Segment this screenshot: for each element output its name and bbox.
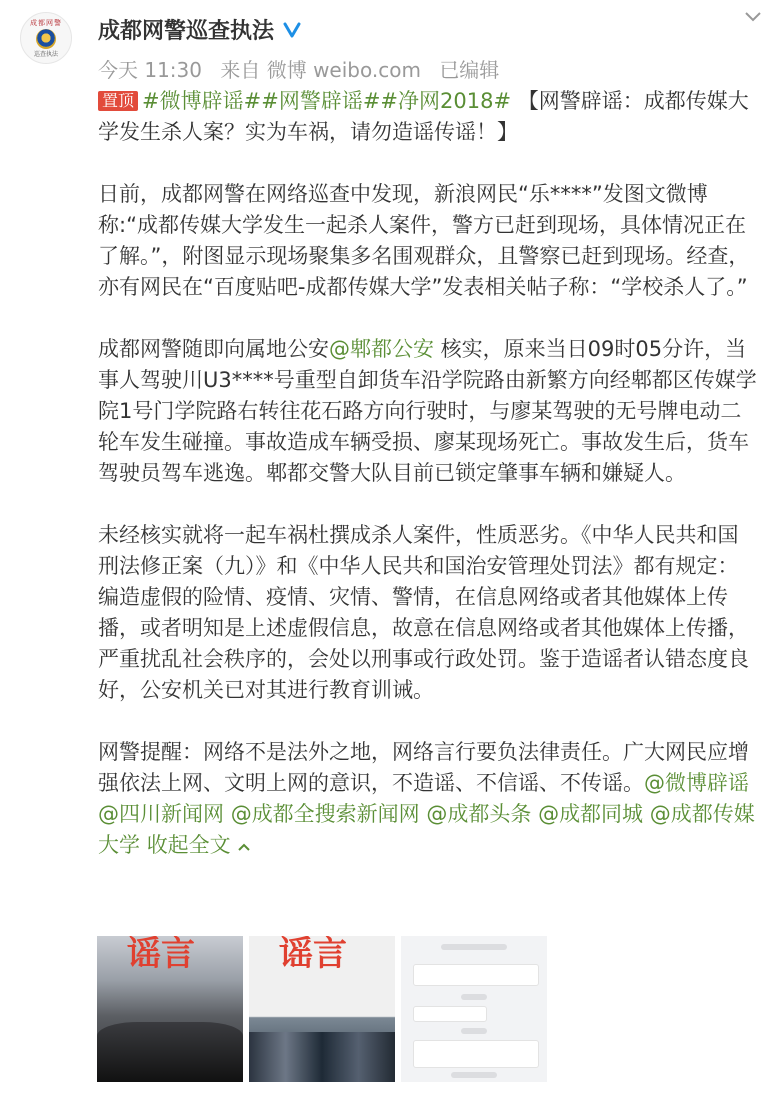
paragraph-4-text: 网警提醒：网络不是法外之地，网络言行要负法律责任。广大网民应增强依法上网、文明上网的意识，不造谣、不信谣、不传谣。 xyxy=(98,740,749,795)
post-meta xyxy=(98,54,511,83)
mention-chengdu-media-university[interactable]: @成都传媒大学 xyxy=(98,802,755,857)
avatar-sub-text: 巡查执法 xyxy=(33,50,58,58)
edited-label[interactable]: 已编辑 xyxy=(439,58,500,82)
rumor-stamp-1: 谣言 xyxy=(127,936,195,974)
post-image-gallery xyxy=(97,936,547,1082)
post-headline-paragraph xyxy=(98,86,758,148)
avatar-org-text: 成都网警 xyxy=(30,18,62,27)
paragraph-2-start: 成都网警随即向属地公安 xyxy=(98,337,329,361)
post-paragraph-4 xyxy=(98,737,758,861)
verified-v-icon xyxy=(282,20,302,40)
mention-weibo-piyao[interactable]: @微博辟谣 xyxy=(644,771,749,795)
mention-chengdu-toutiao[interactable]: @成都头条 xyxy=(426,802,532,826)
post-paragraph-3: 未经核实就将一起车祸杜撰成杀人案件，性质恶劣。《中华人民共和国刑法修正案（九）》和《中华人民共和国治安管理处罚法》都有规定：编造虚假的险情、疫情、灾情、警情，在信息网络或者其他媒体上传播，或者明知是上述虚假信息，故意在信息网络或者其他媒体上传播，严重扰乱社会秩序的，会处以刑事或行政处罚。鉴于造谣者认错态度良好，公安机关已对其进行教育训诫。 xyxy=(98,523,749,702)
post-time[interactable]: 今天 11:30 xyxy=(98,58,202,82)
police-badge-icon xyxy=(36,29,56,49)
rumor-stamp-2: 谣言 xyxy=(279,936,347,974)
car-dashboard-shape xyxy=(97,1022,243,1082)
account-avatar[interactable] xyxy=(20,12,72,64)
chevron-down-icon[interactable] xyxy=(744,8,762,27)
mention-pidu-police[interactable]: @郫都公安 xyxy=(329,337,434,361)
chat-bubble xyxy=(413,1006,487,1022)
post-content xyxy=(98,86,758,892)
pin-badge: 置顶 xyxy=(98,91,138,111)
mention-chengdu-tongcheng[interactable]: @成都同城 xyxy=(538,802,644,826)
post-paragraph-1: 日前，成都网警在网络巡查中发现，新浪网民“乐****”发图文微博称:“成都传媒大学发生一起杀人案件，警方已赶到现场，具体情况正在了解。”，附图显示现场聚集多名围观群众，且警察已赶到现场。经查，亦有网民在“百度贴吧-成都传媒大学”发表相关帖子称：“学校杀人了。” xyxy=(98,182,750,299)
topic-link-wangjing-piyao[interactable]: #网警辟谣# xyxy=(261,89,381,113)
account-name[interactable]: 成都网警巡查执法 xyxy=(98,19,275,44)
topic-link-jingwang-2018[interactable]: #净网2018# xyxy=(380,89,512,113)
post-headline: 【网警辟谣：成都传媒大学发生杀人案？实为车祸，请勿造谣传谣！】 xyxy=(98,89,749,144)
collapse-label: 收起全文 xyxy=(146,833,231,857)
chat-bubble xyxy=(413,1040,539,1068)
collapse-fulltext-button[interactable] xyxy=(147,833,252,857)
post-image-3-chat-screenshot[interactable] xyxy=(401,936,547,1082)
topic-link-weibo-piyao[interactable]: #微博辟谣# xyxy=(142,89,262,113)
chat-time-bar xyxy=(461,994,487,1000)
mention-sichuan-news[interactable]: @四川新闻网 xyxy=(98,802,224,826)
crowd-scene-shape xyxy=(249,1032,395,1082)
post-image-1[interactable] xyxy=(97,936,243,1082)
mention-chengdu-search-news[interactable]: @成都全搜索新闻网 xyxy=(230,802,420,826)
chat-time-bar xyxy=(461,1028,487,1034)
post-source: 来自 微博 weibo.com xyxy=(220,58,421,82)
paragraph-2-rest: 核实，原来当日09时05分许，当事人驾驶川U3****号重型自卸货车沿学院路由新繁方向经郫都区传媒学院1号门学院路右转往花石路方向行驶时，与廖某驾驶的无号牌电动二轮车发生碰撞。事故造成车辆受损、廖某现场死亡。事故发生后，货车驾驶员驾车逃逸。郫都交警大队目前已锁定肇事车辆和嫌疑人。 xyxy=(98,337,757,485)
post-paragraph-2 xyxy=(98,334,758,489)
chat-header-bar xyxy=(441,944,507,950)
chat-bubble xyxy=(413,964,539,986)
post-image-2[interactable] xyxy=(249,936,395,1082)
chevron-up-icon xyxy=(237,842,251,852)
account-name-row xyxy=(98,14,302,45)
chat-footer-bar xyxy=(451,1072,497,1078)
